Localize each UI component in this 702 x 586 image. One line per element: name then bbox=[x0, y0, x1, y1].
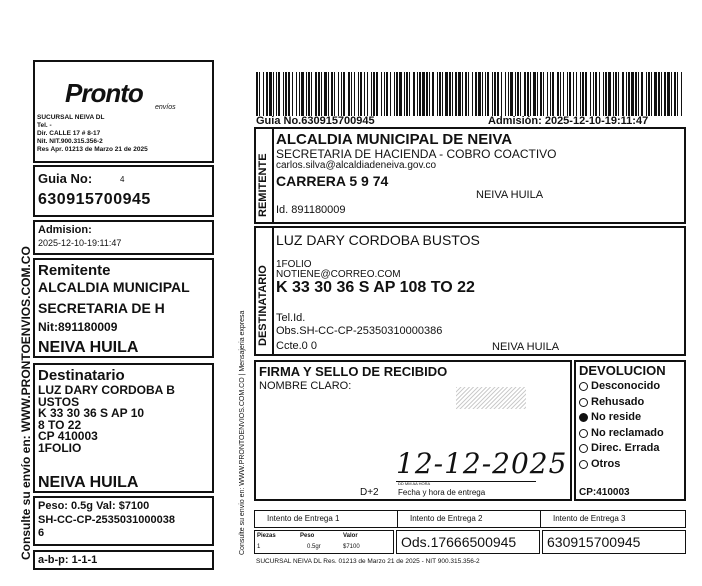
guia-header: Guia No.630915700945 bbox=[256, 115, 375, 127]
firma-title: FIRMA Y SELLO DE RECIBIDO bbox=[259, 364, 448, 379]
stub-ref-line2: 6 bbox=[38, 527, 45, 539]
intento-2: Intento de Entrega 2 bbox=[410, 514, 483, 523]
radio-icon[interactable] bbox=[579, 382, 588, 391]
ods-value: Ods.17666500945 bbox=[401, 534, 517, 550]
stamp-smudge bbox=[456, 387, 526, 409]
radio-icon[interactable] bbox=[579, 413, 588, 422]
destinatario-obs: Obs.SH-CC-CP-25350310000386 bbox=[276, 325, 443, 337]
remitente-tab-label: REMITENTE bbox=[257, 153, 269, 217]
devolucion-cp: CP:410003 bbox=[579, 487, 630, 498]
stub-destinatario-city: NEIVA HUILA bbox=[38, 474, 139, 491]
devolucion-options bbox=[579, 379, 664, 472]
divider bbox=[540, 511, 541, 527]
stub-peso-box bbox=[33, 496, 214, 546]
handwritten-date[interactable]: 12-12-2025 bbox=[396, 447, 568, 480]
destinatario-city: NEIVA HUILA bbox=[492, 341, 560, 353]
valor-value: $7100 bbox=[343, 544, 360, 550]
pronto-logo-sub: envíos bbox=[155, 104, 176, 111]
piezas-box bbox=[254, 530, 394, 554]
remitente-city: NEIVA HUILA bbox=[476, 189, 544, 201]
stub-footer-code: a-b-p: 1-1-1 bbox=[38, 554, 98, 566]
devolucion-option-label: Desconocido bbox=[591, 380, 661, 392]
peso-value: 0.5gr bbox=[307, 544, 321, 550]
radio-icon[interactable] bbox=[579, 398, 588, 407]
devolucion-title: DEVOLUCION bbox=[579, 363, 666, 378]
divider bbox=[397, 511, 398, 527]
devolucion-option-label: Otros bbox=[591, 457, 621, 470]
destinatario-email: NOTIENE@CORREO.COM bbox=[276, 269, 401, 280]
remitente-id: Id. 891180009 bbox=[276, 204, 346, 216]
radio-icon[interactable] bbox=[579, 460, 588, 469]
devolucion-option[interactable] bbox=[579, 410, 664, 426]
remitente-box bbox=[254, 127, 686, 224]
stub-remitente-line: SECRETARIA DE H bbox=[38, 300, 165, 316]
stub-peso-line: Peso: 0.5g Val: $7100 bbox=[38, 500, 150, 512]
devolucion-option[interactable] bbox=[579, 395, 664, 411]
guia-bottom-box bbox=[542, 530, 686, 554]
ods-box bbox=[396, 530, 540, 554]
intento-3: Intento de Entrega 3 bbox=[553, 514, 626, 523]
remitente-name: ALCALDIA MUNICIPAL DE NEIVA bbox=[276, 131, 513, 148]
footer-text: SUCURSAL NEIVA DL Res. 01213 de Marzo 21 de 2025 - NIT 900.315.356-2 bbox=[256, 558, 480, 565]
stub-admision-box bbox=[33, 220, 214, 255]
branch-info: SUCURSAL NEIVA DL Tel. - Dir. CALLE 17 # 8-17 Nit. NIT.900.315.356-2 Res Apr. 01213 de Marzo 21 de 2025 bbox=[37, 114, 148, 153]
destinatario-folio: 1FOLIO bbox=[276, 259, 312, 270]
devolucion-option-label: No reside bbox=[591, 411, 642, 423]
stub-remitente-nit: Nit:891180009 bbox=[38, 320, 118, 334]
stub-header-box bbox=[33, 60, 214, 163]
stub-footer-box bbox=[33, 550, 214, 570]
piezas-label: Piezas bbox=[257, 533, 276, 539]
peso-label: Peso bbox=[300, 533, 315, 539]
guia-bottom-value: 630915700945 bbox=[547, 534, 641, 550]
devolucion-option[interactable] bbox=[579, 441, 664, 457]
stub-remitente-label: Remitente bbox=[38, 262, 111, 279]
website-vertical-text: Consulte su envío en: WWW.PRONTOENVIOS.COM.CO bbox=[19, 246, 33, 560]
stub-remitente-city: NEIVA HUILA bbox=[38, 339, 139, 356]
stub-admision-label: Admision: bbox=[38, 224, 92, 236]
stub-guia-box bbox=[33, 165, 214, 217]
nombre-claro-label: NOMBRE CLARO: bbox=[259, 380, 352, 392]
destinatario-box bbox=[254, 226, 686, 356]
date-hint-small: DD MM AA HORA bbox=[398, 481, 431, 486]
radio-icon[interactable] bbox=[579, 444, 588, 453]
stub-admision-value: 2025-12-10-19:11:47 bbox=[38, 238, 122, 248]
piezas-value: 1 bbox=[257, 544, 261, 550]
destinatario-tel: Tel.Id. bbox=[276, 312, 306, 324]
remitente-address: CARRERA 5 9 74 bbox=[276, 173, 389, 189]
firma-box bbox=[254, 360, 572, 501]
destinatario-address: K 33 30 36 S AP 108 TO 22 bbox=[276, 279, 475, 296]
admision-header: Admisión: 2025-12-10-19:11:47 bbox=[488, 115, 649, 127]
stub-destinatario-box bbox=[33, 363, 214, 493]
devolucion-option-label: Direc. Errada bbox=[591, 442, 660, 454]
d2-label: D+2 bbox=[360, 487, 379, 498]
intentos-row bbox=[254, 510, 686, 528]
devolucion-box bbox=[574, 360, 686, 501]
destinatario-name: LUZ DARY CORDOBA BUSTOS bbox=[276, 232, 480, 248]
stub-remitente-line: ALCALDIA MUNICIPAL bbox=[38, 279, 190, 295]
stub-guia-number: 630915700945 bbox=[38, 191, 151, 208]
website-vertical-text-small: Consulte su envio en: WWW.PRONTOENVIOS.COM.CO | Mensajeria expresa bbox=[239, 310, 246, 555]
stub-guia-mark: 4 bbox=[120, 175, 125, 184]
barcode-stripe bbox=[681, 72, 682, 116]
barcode bbox=[256, 72, 684, 116]
devolucion-option-label: No reclamado bbox=[591, 426, 664, 439]
pronto-logo: Pronto bbox=[65, 78, 143, 108]
stub-destinatario-label: Destinatario bbox=[38, 367, 125, 384]
remitente-dept: SECRETARIA DE HACIENDA - COBRO COACTIVO bbox=[276, 147, 557, 161]
date-hint: Fecha y hora de entrega bbox=[398, 488, 486, 497]
destinatario-tab-label: DESTINATARIO bbox=[257, 265, 269, 346]
devolucion-option[interactable] bbox=[579, 457, 664, 473]
destinatario-ccte: Ccte.0 0 bbox=[276, 340, 317, 352]
valor-label: Valor bbox=[343, 533, 358, 539]
devolucion-option[interactable] bbox=[579, 426, 664, 442]
radio-icon[interactable] bbox=[579, 429, 588, 438]
stub-guia-label: Guia No: bbox=[38, 171, 93, 186]
devolucion-option-label: Rehusado bbox=[591, 395, 645, 408]
devolucion-option[interactable] bbox=[579, 379, 664, 395]
stub-destinatario-lines: LUZ DARY CORDOBA B USTOS K 33 30 36 S AP 10 8 TO 22 CP 410003 1FOLIO bbox=[38, 383, 175, 455]
stub-remitente-box bbox=[33, 258, 214, 358]
intento-1: Intento de Entrega 1 bbox=[267, 514, 340, 523]
stub-ref-line: SH-CC-CP-2535031000038 bbox=[38, 514, 175, 526]
remitente-email: carlos.silva@alcaldiadeneiva.gov.co bbox=[276, 160, 437, 171]
